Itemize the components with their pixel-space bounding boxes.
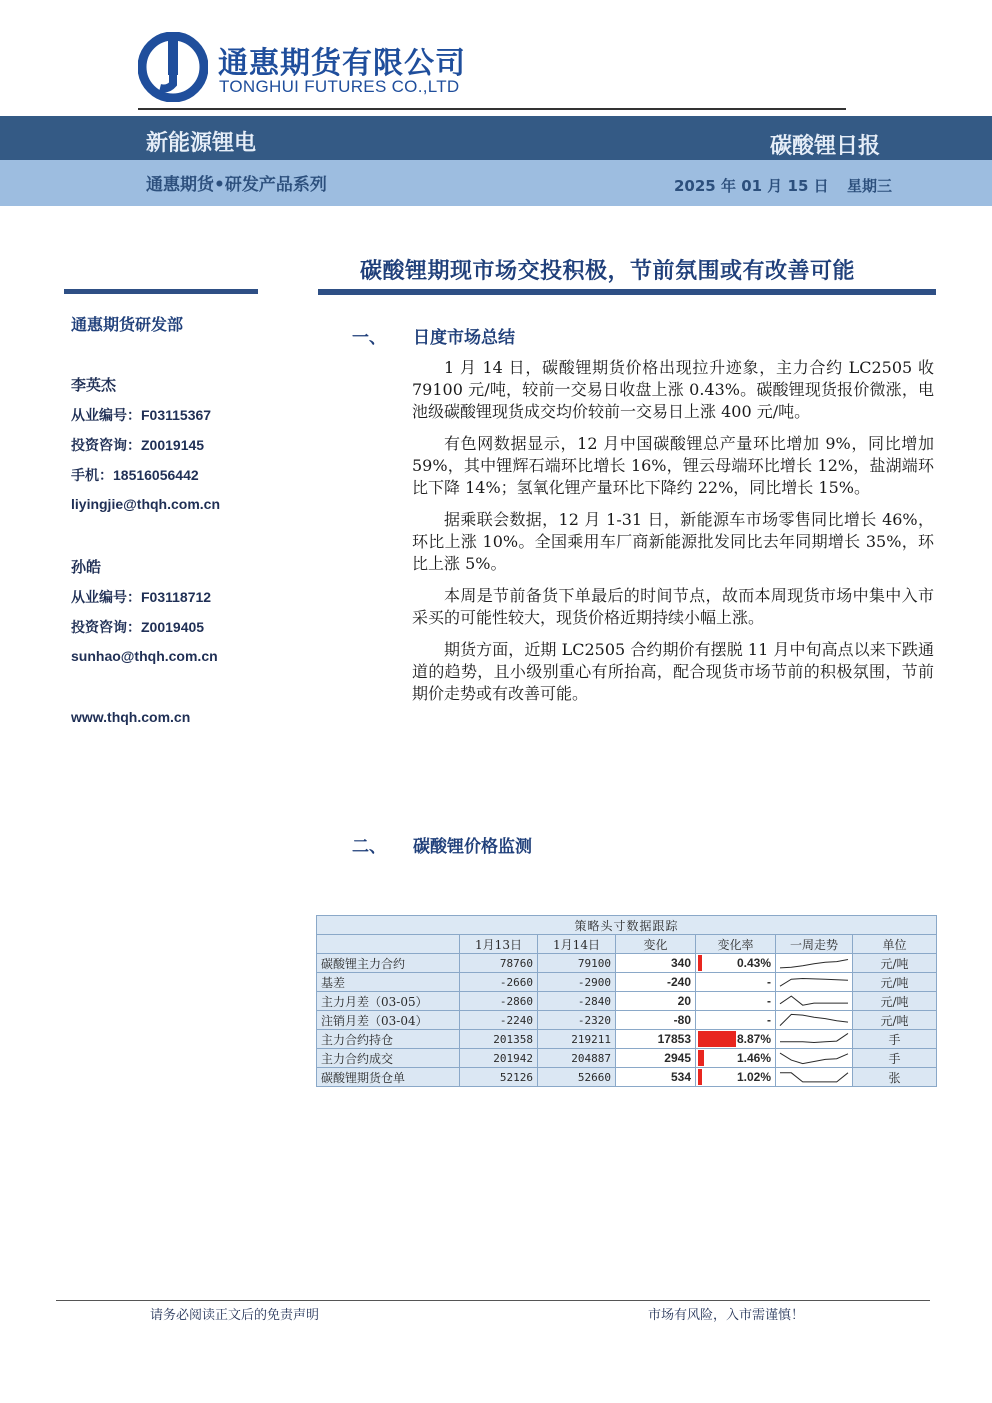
analyst-consult-id: 投资咨询：Z0019145 xyxy=(71,437,205,454)
analyst-email[interactable]: liyingjie@thqh.com.cn xyxy=(71,496,220,512)
change-rate xyxy=(696,954,776,973)
analyst-name: 孙皓 xyxy=(71,558,102,576)
value-jan13: -2660 xyxy=(460,973,538,992)
row-label: 注销月差（03-04） xyxy=(317,1011,460,1030)
change-rate-text: - xyxy=(767,994,771,1008)
row-label: 基差 xyxy=(317,973,460,992)
report-weekday: 星期三 xyxy=(847,177,893,195)
company-name-en: TONGHUI FUTURES CO.,LTD xyxy=(219,77,460,96)
unit: 元/吨 xyxy=(853,1011,937,1030)
change-rate-text: - xyxy=(767,975,771,989)
change-rate-bar xyxy=(698,1069,702,1085)
change-value: -240 xyxy=(616,973,696,992)
change-rate-bar xyxy=(698,1031,736,1047)
value-jan14: 79100 xyxy=(538,954,616,973)
unit: 手 xyxy=(853,1049,937,1068)
section-title: 碳酸锂价格监测 xyxy=(413,837,532,857)
change-rate-bar xyxy=(698,955,702,971)
footer-divider xyxy=(56,1300,930,1301)
trend-line xyxy=(780,996,848,1005)
value-jan14: 52660 xyxy=(538,1068,616,1087)
website-link[interactable]: www.thqh.com.cn xyxy=(71,709,191,725)
trend-line xyxy=(780,979,848,987)
headline-underline xyxy=(318,289,936,295)
analyst-phone: 手机：18516056442 xyxy=(71,467,199,484)
change-value: 17853 xyxy=(616,1030,696,1049)
table-title: 策略头寸数据跟踪 xyxy=(317,916,937,935)
change-value: 340 xyxy=(616,954,696,973)
change-rate-text: 1.02% xyxy=(736,1070,771,1084)
change-rate xyxy=(696,992,776,1011)
company-name-cn: 通惠期货有限公司 xyxy=(218,46,466,81)
section-number: 一、 xyxy=(352,328,386,348)
weekly-trend-sparkline xyxy=(776,1049,853,1068)
value-jan14: -2840 xyxy=(538,992,616,1011)
change-rate-text: 8.87% xyxy=(736,1032,771,1046)
banner-series: 通惠期货•研发产品系列 xyxy=(146,175,327,195)
analyst-license: 从业编号：F03118712 xyxy=(71,589,212,606)
row-label: 主力合约持仓 xyxy=(317,1030,460,1049)
weekly-trend-sparkline xyxy=(776,1068,853,1087)
change-value: 20 xyxy=(616,992,696,1011)
change-rate xyxy=(696,1068,776,1087)
unit: 手 xyxy=(853,1030,937,1049)
change-rate xyxy=(696,1049,776,1068)
sidebar-divider xyxy=(64,289,258,294)
value-jan14: -2900 xyxy=(538,973,616,992)
weekly-trend-sparkline xyxy=(776,973,853,992)
unit: 元/吨 xyxy=(853,973,937,992)
weekly-trend-sparkline xyxy=(776,1011,853,1030)
column-header xyxy=(317,935,460,954)
table-row xyxy=(317,954,937,973)
value-jan13: -2860 xyxy=(460,992,538,1011)
weekly-trend-sparkline xyxy=(776,992,853,1011)
column-header: 变化 xyxy=(616,935,696,954)
table-body xyxy=(317,954,937,1087)
paragraph: 1 月 14 日，碳酸锂期货价格出现拉升迹象，主力合约 LC2505 收 79100 元/吨，较前一交易日收盘上涨 0.43%。碳酸锂现货报价微涨，电池级碳酸锂现货成交均价较前一交易日上涨 400 元/吨。 xyxy=(412,358,934,421)
change-rate-text: 1.46% xyxy=(736,1051,771,1065)
table-row xyxy=(317,973,937,992)
risk-warning: 市场有风险，入市需谨慎！ xyxy=(648,1308,805,1323)
value-jan13: 201942 xyxy=(460,1049,538,1068)
research-dept: 通惠期货研发部 xyxy=(71,315,184,334)
value-jan13: 52126 xyxy=(460,1068,538,1087)
table-row xyxy=(317,1011,937,1030)
unit: 张 xyxy=(853,1068,937,1087)
weekly-trend-sparkline xyxy=(776,954,853,973)
report-headline: 碳酸锂期现市场交投积极，节前氛围或有改善可能 xyxy=(360,258,856,284)
analyst-email[interactable]: sunhao@thqh.com.cn xyxy=(71,648,218,664)
change-rate xyxy=(696,1030,776,1049)
column-header: 一周走势 xyxy=(776,935,853,954)
report-date: 2025 年 01 月 15 日 xyxy=(674,177,829,195)
column-header: 变化率 xyxy=(696,935,776,954)
banner-report-type: 碳酸锂日报 xyxy=(770,134,881,159)
paragraph: 据乘联会数据，12 月 1-31 日，新能源车市场零售同比增长 46%，环比上涨 10%。全国乘用车厂商新能源批发同比去年同期增长 35%，环比上涨 5%。 xyxy=(412,510,934,573)
banner-category: 新能源锂电 xyxy=(146,131,257,156)
analyst-license: 从业编号：F03115367 xyxy=(71,407,212,424)
table-header-row xyxy=(317,935,937,954)
table-row xyxy=(317,1068,937,1087)
change-rate xyxy=(696,1011,776,1030)
table-row xyxy=(317,1049,937,1068)
change-value: 2945 xyxy=(616,1049,696,1068)
row-label: 碳酸锂期货仓单 xyxy=(317,1068,460,1087)
value-jan14: -2320 xyxy=(538,1011,616,1030)
value-jan14: 204887 xyxy=(538,1049,616,1068)
value-jan14: 219211 xyxy=(538,1030,616,1049)
table-row xyxy=(317,1030,937,1049)
section-number: 二、 xyxy=(352,837,386,857)
table-title-row xyxy=(317,916,937,935)
column-header: 1月14日 xyxy=(538,935,616,954)
analyst-name: 李英杰 xyxy=(71,376,117,394)
trend-line xyxy=(780,1014,848,1025)
disclaimer-notice[interactable]: 请务必阅读正文后的免责声明 xyxy=(150,1308,320,1323)
unit: 元/吨 xyxy=(853,954,937,973)
trend-line xyxy=(780,1073,848,1082)
value-jan13: -2240 xyxy=(460,1011,538,1030)
table-row xyxy=(317,992,937,1011)
trend-line xyxy=(780,1033,848,1042)
change-rate-text: 0.43% xyxy=(736,956,771,970)
tonghui-logo-icon xyxy=(138,32,208,102)
header-divider xyxy=(138,108,846,110)
change-value: 534 xyxy=(616,1068,696,1087)
column-header: 1月13日 xyxy=(460,935,538,954)
section-title: 日度市场总结 xyxy=(413,328,515,348)
change-rate-text: - xyxy=(767,1013,771,1027)
row-label: 碳酸锂主力合约 xyxy=(317,954,460,973)
paragraph: 有色网数据显示，12 月中国碳酸锂总产量环比增加 9%，同比增加 59%，其中锂辉石端环比增长 16%，锂云母端环比增长 12%，盐湖端环比下降 14%；氢氧化锂产量环比下降约 22%，同比增长 15%。 xyxy=(412,434,934,497)
unit: 元/吨 xyxy=(853,992,937,1011)
change-rate xyxy=(696,973,776,992)
value-jan13: 78760 xyxy=(460,954,538,973)
value-jan13: 201358 xyxy=(460,1030,538,1049)
column-header: 单位 xyxy=(853,935,937,954)
analyst-consult-id: 投资咨询：Z0019405 xyxy=(71,619,205,636)
paragraph: 本周是节前备货下单最后的时间节点，故而本周现货市场中集中入市采买的可能性较大，现货价格近期持续小幅上涨。 xyxy=(412,586,934,627)
market-summary xyxy=(412,357,934,715)
row-label: 主力合约成交 xyxy=(317,1049,460,1068)
weekly-trend-sparkline xyxy=(776,1030,853,1049)
paragraph: 期货方面，近期 LC2505 合约期价有摆脱 11 月中旬高点以来下跌通道的趋势，且小级别重心有所抬高，配合现货市场节前的积极氛围，节前期价走势或有改善可能。 xyxy=(412,640,934,703)
trend-line xyxy=(780,960,848,968)
price-monitor-table xyxy=(316,915,937,1087)
row-label: 主力月差（03-05） xyxy=(317,992,460,1011)
change-value: -80 xyxy=(616,1011,696,1030)
change-rate-bar xyxy=(698,1050,704,1066)
trend-line xyxy=(780,1053,848,1064)
